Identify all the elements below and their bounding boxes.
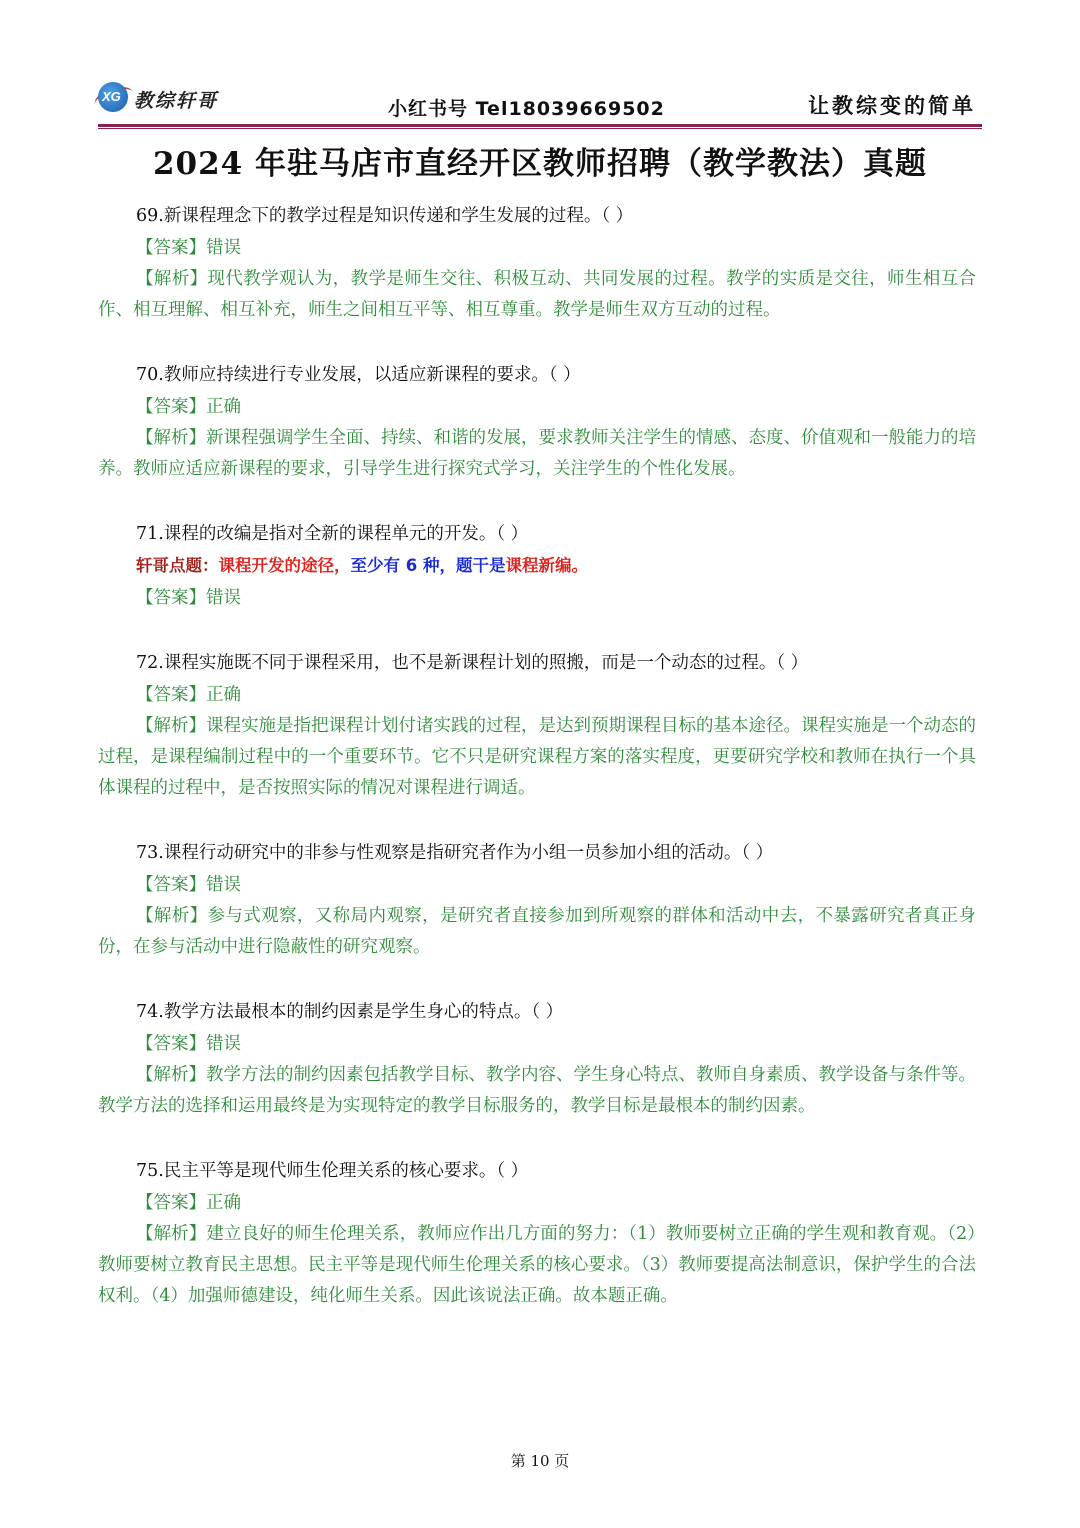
- question-item: [98, 359, 976, 485]
- contact-info: 小红书号 Tel18039669502: [388, 98, 665, 120]
- question-item: [98, 518, 976, 614]
- brand-logo: [98, 78, 228, 118]
- explanation-text: 【解析】参与式观察，又称局内观察，是研究者直接参加到所观察的群体和活动中去，不暴露研究者真正身份，在参与活动中进行隐蔽性的研究观察。: [98, 906, 976, 957]
- answer-text: 【答案】正确: [136, 685, 241, 705]
- question-text: 73.课程行动研究中的非参与性观察是指研究者作为小组一员参加小组的活动。（ ）: [136, 843, 774, 863]
- explanation-text: 【解析】建立良好的师生伦理关系，教师应作出几方面的努力：（1）教师要树立正确的学生观和教育观。（2）教师要树立教育民主思想。民主平等是现代师生伦理关系的核心要求。（3）教师要提高法制意识，保护学生的合法权利。（4）加强师德建设，纯化师生关系。因此该说法正确。故本题正确。: [98, 1224, 976, 1306]
- header-divider-thin: [98, 128, 982, 129]
- question-item: [98, 837, 976, 963]
- page-number: 第 10 页: [510, 1452, 570, 1470]
- note-part-1: 课程开发的途径，: [218, 556, 351, 575]
- answer-text: 【答案】错误: [136, 238, 241, 258]
- explanation-text: 【解析】课程实施是指把课程计划付诸实践的过程，是达到预期课程目标的基本途径。课程实施是一个动态的过程，是课程编制过程中的一个重要环节。它不只是研究课程方案的落实程度，更要研究学校和教师在执行一个具体课程的过程中，是否按照实际的情况对课程进行调适。: [98, 716, 976, 798]
- question-text: 69.新课程理念下的教学过程是知识传递和学生发展的过程。（ ）: [136, 206, 634, 226]
- answer-text: 【答案】错误: [136, 588, 241, 608]
- teacher-note: [98, 550, 976, 582]
- answer-text: 【答案】错误: [136, 875, 241, 895]
- explanation-text: 【解析】现代教学观认为，教学是师生交往、积极互动、共同发展的过程。教学的实质是交往，师生相互合作、相互理解、相互补充，师生之间相互平等、相互尊重。教学是师生双方互动的过程。: [98, 269, 976, 320]
- note-part-2: 至少有 6 种，题干是: [350, 556, 506, 575]
- header-divider: [98, 124, 982, 127]
- question-text: 75.民主平等是现代师生伦理关系的核心要求。（ ）: [136, 1161, 529, 1181]
- question-list: [98, 200, 976, 1312]
- answer-text: 【答案】正确: [136, 1193, 241, 1213]
- note-prefix: 轩哥点题：: [136, 556, 219, 575]
- question-item: [98, 996, 976, 1122]
- question-item: [98, 1155, 976, 1312]
- question-text: 70.教师应持续进行专业发展，以适应新课程的要求。（ ）: [136, 365, 581, 385]
- question-item: [98, 647, 976, 804]
- answer-text: 【答案】正确: [136, 397, 241, 417]
- slogan: 让教综变的简单: [808, 94, 976, 118]
- question-text: 72.课程实施既不同于课程采用，也不是新课程计划的照搬，而是一个动态的过程。（ ）: [136, 653, 809, 673]
- question-item: [98, 200, 976, 326]
- logo-text: 教综轩哥: [134, 90, 219, 112]
- page-header: [98, 72, 982, 130]
- answer-text: 【答案】错误: [136, 1034, 241, 1054]
- question-text: 74.教学方法最根本的制约因素是学生身心的特点。（ ）: [136, 1002, 564, 1022]
- explanation-text: 【解析】新课程强调学生全面、持续、和谐的发展，要求教师关注学生的情感、态度、价值观和一般能力的培养。教师应适应新课程的要求，引导学生进行探究式学习，关注学生的个性化发展。: [98, 428, 976, 479]
- logo-globe-icon: XG: [98, 82, 128, 112]
- note-part-3: 课程新编。: [505, 556, 588, 575]
- explanation-text: 【解析】教学方法的制约因素包括教学目标、教学内容、学生身心特点、教师自身素质、教学设备与条件等。教学方法的选择和运用最终是为实现特定的教学目标服务的，教学目标是最根本的制约因素。: [98, 1065, 976, 1116]
- question-text: 71.课程的改编是指对全新的课程单元的开发。（ ）: [136, 524, 529, 544]
- page-title: 2024 年驻马店市直经开区教师招聘（教学教法）真题: [152, 146, 928, 182]
